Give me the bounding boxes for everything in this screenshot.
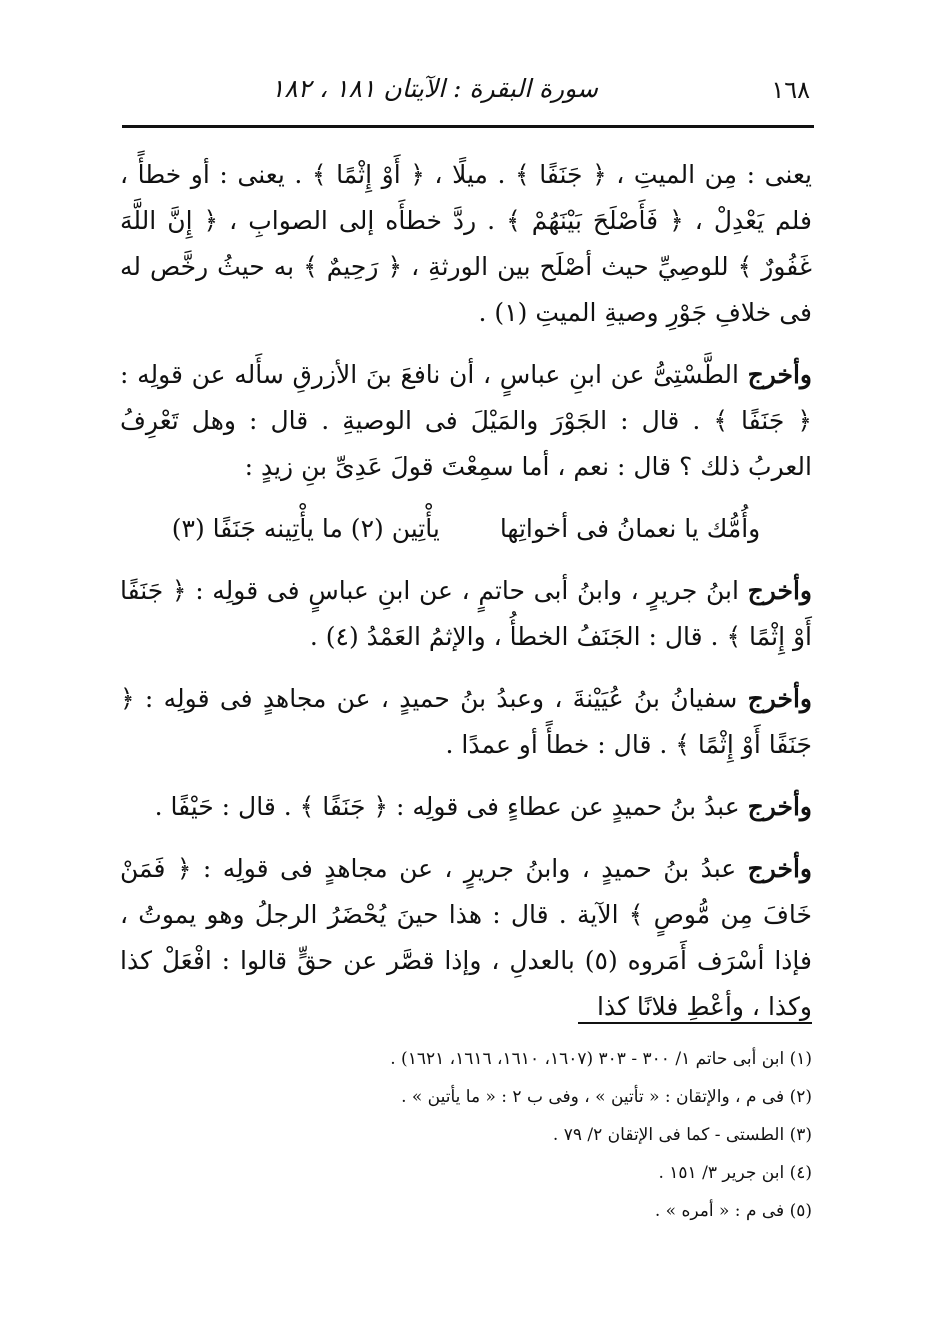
footnote: (٤) ابن جرير ٣/ ١٥١ . [658, 1163, 812, 1183]
paragraph [120, 784, 812, 830]
paragraph-text: عبدُ بنُ حميدٍ عن عطاءٍ فى قولِه : ﴿ جَنَفًا ﴾ . قال : حَيْفًا . [154, 792, 748, 821]
paragraph [120, 846, 812, 1030]
footnote: (٥) فى م : « أمره » . [654, 1201, 812, 1221]
footnote-rule [578, 1022, 812, 1024]
running-title: سورة البقرة : الآيتان ١٨١ ، ١٨٢ [270, 74, 598, 103]
paragraph-text: عبدُ بنُ حميدٍ ، وابنُ جريرٍ ، عن مجاهدٍ فى قولِه : ﴿ فَمَنْ خَافَ مِن مُّوصٍ ﴾ الآية . قال : هذا حينَ يُحْضَرُ الرجلُ وهو يموتُ ، فإذا أسْرَف أَمَروه (٥) بالعدلِ ، وإذا قصَّر عن حقٍّ قالوا : افْعَلْ كذا وكذا ، وأعْطِ فلانًا كذا [120, 854, 812, 1021]
paragraph-text: ابنُ جريرٍ ، وابنُ أبى حاتمٍ ، عن ابنِ عباسٍ فى قولِه : ﴿ جَنَفًا أَوْ إِثْمًا ﴾ . قال : الجَنَفُ الخطأُ ، والإثمُ العَمْدُ (٤) . [120, 576, 812, 651]
paragraph-text: الطَّسْتِىُّ عن ابنِ عباسٍ ، أن نافعَ بنَ الأزرقِ سأَله عن قولِه : ﴿ جَنَفًا ﴾ . قال : الجَوْرَ والمَيْلَ فى الوصيةِ . قال : وهل تَعْرِفُ العربُ ذلك ؟ قال : نعم ، أما سمِعْتَ قولَ عَدِىِّ بنِ زيدٍ : [120, 360, 812, 481]
footnote: (٢) فى م ، والإتقان : « تأتين » ، وفى ب ٢ : « ما يأتين » . [401, 1087, 812, 1107]
paragraph-lead: وأخرج [747, 854, 812, 883]
footnote: (٣) الطستى - كما فى الإتقان ٢/ ٧٩ . [552, 1125, 812, 1145]
paragraph-lead: وأخرج [747, 360, 812, 389]
page-number: ١٦٨ [771, 76, 810, 104]
paragraph-lead: وأخرج [747, 684, 812, 713]
paragraph-lead: وأخرج [747, 576, 812, 605]
header-rule [122, 125, 814, 128]
verse-first-hemistich: وأُمُّك يا نعمانُ فى أخواتِها [499, 514, 761, 543]
paragraph [120, 568, 812, 660]
poetry-verse [120, 506, 812, 552]
paragraph-text: سفيانُ بنُ عُيَيْنةَ ، وعبدُ بنُ حميدٍ ، عن مجاهدٍ فى قولِه : ﴿ جَنَفًا أَوْ إِثْمًا ﴾ . قال : خطأً أو عمدًا . [120, 684, 812, 759]
paragraph [120, 352, 812, 490]
paragraph-lead: وأخرج [747, 792, 812, 821]
paragraph-text: يعنى : مِن الميتِ ، ﴿ جَنَفًا ﴾ . ميلًا ، ﴿ أَوْ إِثْمًا ﴾ . يعنى : أو خطأً ، فلم يَعْدِلْ ، ﴿ فَأَصْلَحَ بَيْنَهُمْ ﴾ . ردَّ خطأَه إلى الصوابِ ، ﴿ إِنَّ اللَّهَ غَفُورٌ ﴾ للوصِيِّ حيث أصْلَح بين الورثةِ ، ﴿ رَحِيمٌ ﴾ به حيثُ رخَّص له فى خلافِ جَوْرِ وصيةِ الميتِ (١) . [120, 160, 812, 327]
page-header [120, 72, 810, 112]
main-text [120, 152, 812, 1046]
footnotes [120, 1040, 812, 1230]
paragraph [120, 152, 812, 336]
footnote: (١) ابن أبى حاتم ١/ ٣٠٠ - ٣٠٣ (١٦٠٧، ١٦١٠، ١٦١٦، ١٦٢١) . [390, 1049, 812, 1069]
paragraph [120, 676, 812, 768]
verse-second-hemistich: يأْتِين (٢) ما يأْتِينه جَنَفًا (٣) [171, 514, 440, 543]
